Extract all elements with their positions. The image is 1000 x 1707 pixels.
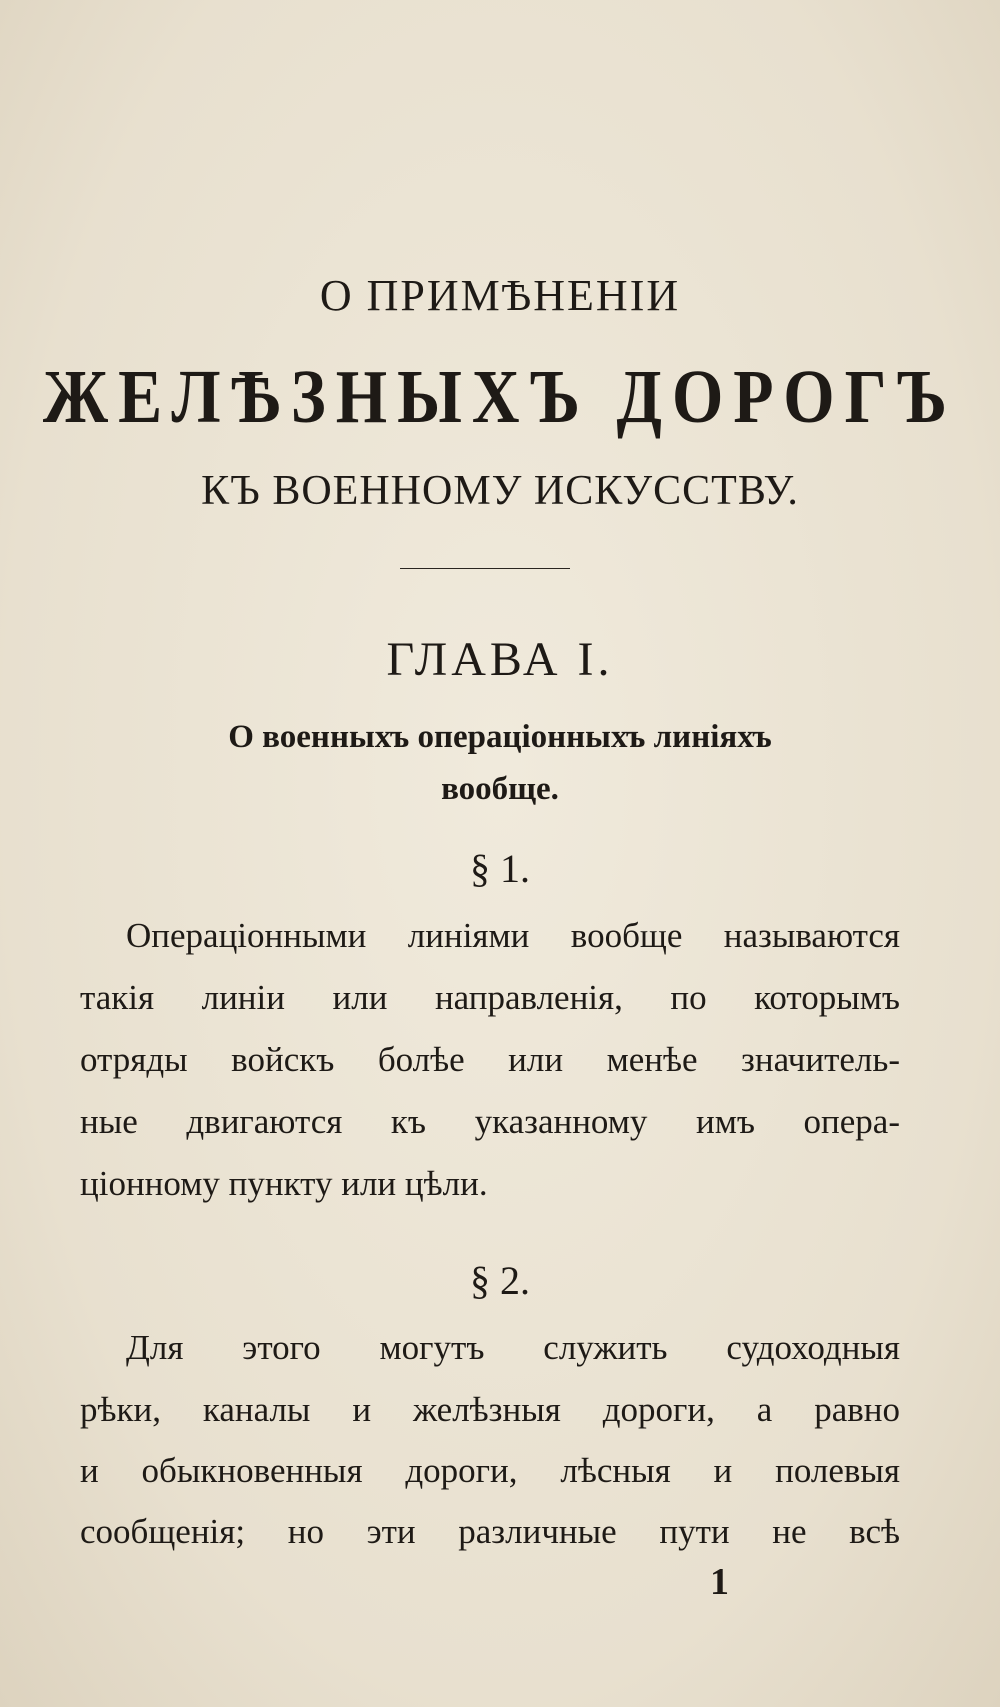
chapter-heading: ГЛАВА I. bbox=[386, 633, 614, 686]
paragraph-1-line: Операціонными линіями вообще называются bbox=[126, 916, 900, 955]
paragraph-2-line: Для этого могутъ служить судоходныя bbox=[126, 1328, 900, 1367]
paragraph-2-line: и обыкновенныя дороги, лѣсныя и полевыя bbox=[80, 1451, 900, 1490]
paragraph-1-line: отряды войскъ болѣе или менѣе значитель- bbox=[80, 1040, 900, 1079]
page-number: 1 bbox=[710, 1561, 729, 1603]
title-line-1: О ПРИМѢНЕНІИ bbox=[319, 271, 681, 320]
paragraph-1-line: ные двигаются къ указанному имъ опера- bbox=[80, 1102, 900, 1141]
section-mark-2: § 2. bbox=[470, 1258, 530, 1303]
title-line-3: КЪ ВОЕННОМУ ИСКУССТВУ. bbox=[201, 468, 799, 514]
chapter-subtitle-line-2: вообще. bbox=[441, 771, 559, 807]
paragraph-2-line: рѣки, каналы и желѣзныя дороги, а равно bbox=[80, 1390, 900, 1429]
paragraph-1-line: ціонному пункту или цѣли. bbox=[80, 1164, 488, 1203]
title-line-2: ЖЕЛѢЗНЫХЪ ДОРОГЪ bbox=[42, 355, 958, 440]
chapter-subtitle-line-1: О военныхъ операціонныхъ линіяхъ bbox=[228, 719, 772, 755]
paragraph-1-line: такія линіи или направленія, по которымъ bbox=[80, 978, 900, 1017]
title-divider bbox=[400, 568, 570, 569]
paragraph-2-line: сообщенія; но эти различные пути не всѣ bbox=[80, 1512, 900, 1551]
section-mark-1: § 1. bbox=[470, 846, 530, 891]
